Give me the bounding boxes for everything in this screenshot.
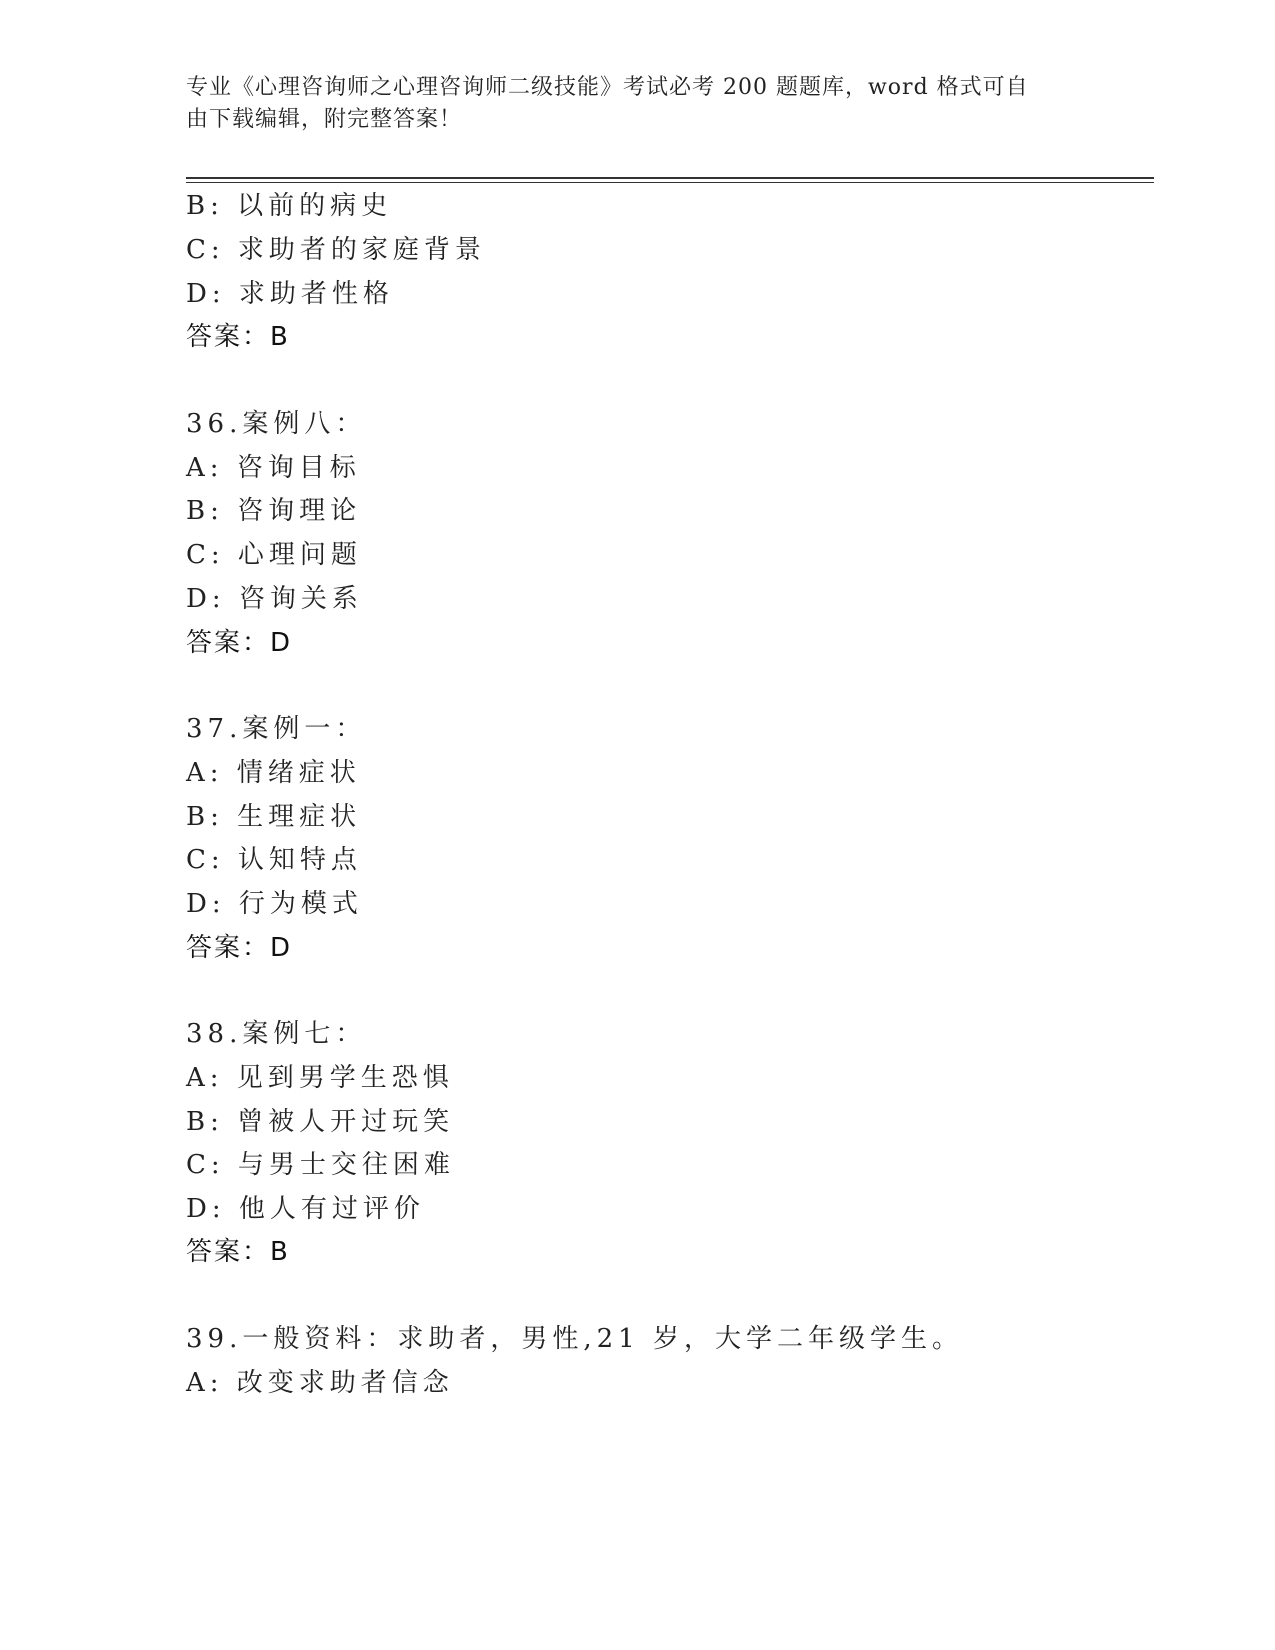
q36-option-b: B: 咨询理论 — [186, 496, 362, 526]
q35-option-c: C: 求助者的家庭背景 — [186, 235, 486, 265]
q35-answer: 答案：B — [186, 322, 290, 352]
q38-option-d: D: 他人有过评价 — [186, 1194, 425, 1224]
q37-answer: 答案：D — [186, 933, 293, 963]
q36-answer: 答案：D — [186, 628, 293, 658]
q35-option-d: D: 求助者性格 — [186, 279, 394, 309]
q38-option-a: A: 见到男学生恐惧 — [186, 1063, 454, 1093]
q39-stem: 39.一般资料：求助者，男性,21 岁，大学二年级学生。 — [186, 1324, 963, 1354]
q36-option-d: D: 咨询关系 — [186, 584, 363, 614]
q37-option-b: B: 生理症状 — [186, 802, 362, 832]
q37-option-c: C: 认知特点 — [186, 845, 362, 875]
q38-answer: 答案：B — [186, 1237, 290, 1267]
q36-option-a: A: 咨询目标 — [186, 453, 361, 483]
header-line-2: 由下载编辑，附完整答案！ — [186, 107, 463, 132]
document-header — [186, 72, 1066, 136]
q38-option-c: C: 与男士交往困难 — [186, 1150, 455, 1180]
header-rule-thick — [186, 177, 1154, 179]
q38-stem: 38.案例七： — [186, 1019, 367, 1049]
q37-option-a: A: 情绪症状 — [186, 758, 361, 788]
q37-stem: 37.案例一： — [186, 714, 367, 744]
header-line-1: 专业《心理咨询师之心理咨询师二级技能》考试必考 200 题题库，word 格式可自 — [186, 75, 1029, 100]
q35-option-b: B: 以前的病史 — [186, 191, 393, 221]
q39-option-a: A: 改变求助者信念 — [186, 1368, 454, 1398]
q36-stem: 36.案例八： — [186, 409, 367, 439]
q36-option-c: C: 心理问题 — [186, 540, 362, 570]
q38-option-b: B: 曾被人开过玩笑 — [186, 1107, 455, 1137]
q37-option-d: D: 行为模式 — [186, 889, 363, 919]
header-rule-thin — [186, 182, 1154, 183]
